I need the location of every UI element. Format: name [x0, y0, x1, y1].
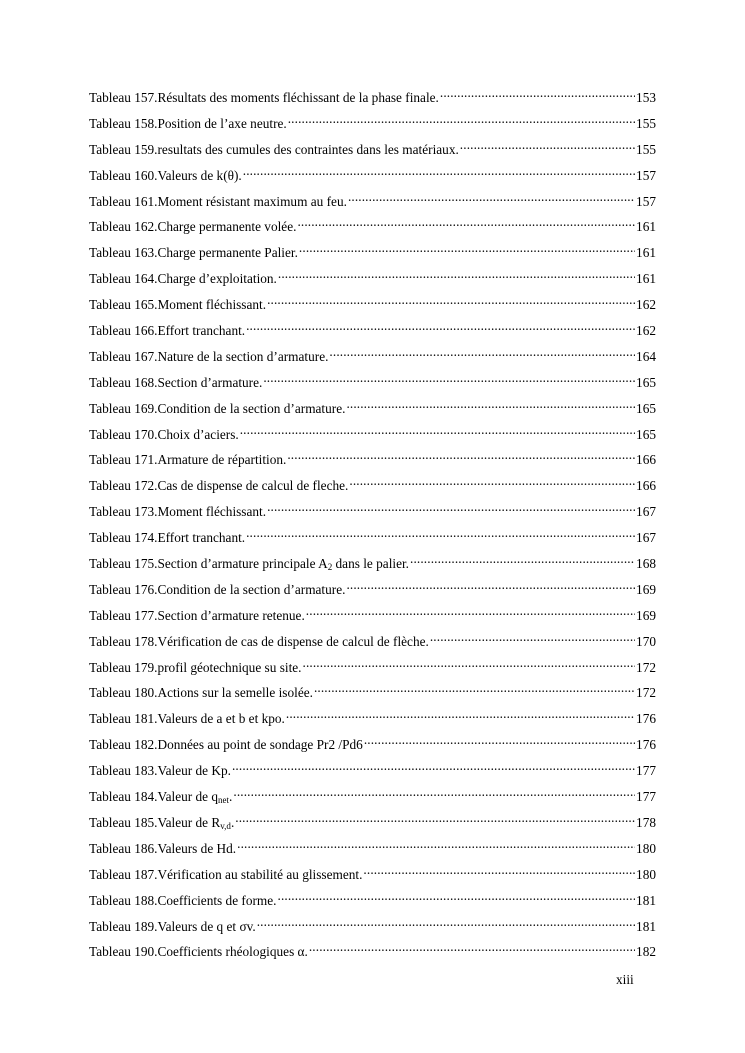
list-item[interactable]	[89, 166, 656, 192]
dot-leader	[364, 735, 635, 749]
entry-title: Tableau 167.Nature de la section d’armature.	[89, 348, 329, 364]
list-item[interactable]	[89, 243, 656, 269]
entry-page-number: 161	[636, 271, 656, 287]
entry-title: Tableau 168.Section d’armature.	[89, 374, 263, 390]
list-item[interactable]	[89, 658, 656, 684]
entry-title: Tableau 162.Charge permanente volée.	[89, 219, 297, 235]
entry-title: Tableau 178.Vérification de cas de dispense de calcul de flèche.	[89, 633, 429, 649]
entry-title: Tableau 161.Moment résistant maximum au feu.	[89, 193, 347, 209]
list-item[interactable]	[89, 606, 656, 632]
list-item[interactable]	[89, 321, 656, 347]
dot-leader	[263, 373, 635, 387]
page-number: xiii	[616, 972, 634, 987]
entry-page-number: 157	[636, 167, 656, 183]
dot-leader	[246, 321, 635, 335]
entry-page-number: 169	[636, 607, 656, 623]
entry-page-number: 170	[636, 633, 656, 649]
entry-page-number: 168	[636, 556, 656, 572]
list-item[interactable]	[89, 450, 656, 476]
entry-page-number: 162	[636, 323, 656, 339]
list-item[interactable]	[89, 761, 656, 787]
dot-leader	[232, 761, 635, 775]
entry-title: Tableau 171.Armature de répartition.	[89, 452, 287, 468]
subscript: 2	[327, 562, 333, 573]
list-item[interactable]	[89, 399, 656, 425]
entry-title: Tableau 174.Effort tranchant.	[89, 530, 246, 546]
entry-page-number: 176	[636, 737, 656, 753]
entry-page-number: 181	[636, 892, 656, 908]
entry-title: Tableau 160.Valeurs de k(θ).	[89, 167, 242, 183]
entry-title: Tableau 158.Position de l’axe neutre.	[89, 115, 287, 131]
dot-leader	[267, 502, 635, 516]
entry-title: Tableau 189.Valeurs de q et σv.	[89, 918, 256, 934]
list-item[interactable]	[89, 502, 656, 528]
entry-title: Tableau 182.Données au point de sondage Pr2 /Pd6	[89, 737, 363, 753]
list-item[interactable]	[89, 632, 656, 658]
entry-page-number: 181	[636, 918, 656, 934]
entry-title: Tableau 172.Cas de dispense de calcul de fleche.	[89, 478, 349, 494]
list-item[interactable]	[89, 425, 656, 451]
entry-page-number: 161	[636, 219, 656, 235]
dot-leader	[346, 399, 635, 413]
entry-title: Tableau 173.Moment fléchissant.	[89, 504, 267, 520]
list-item[interactable]	[89, 528, 656, 554]
entry-page-number: 172	[636, 685, 656, 701]
entry-page-number: 157	[636, 193, 656, 209]
entry-page-number: 161	[636, 245, 656, 261]
entry-page-number: 164	[636, 348, 656, 364]
list-item[interactable]	[89, 114, 656, 140]
dot-leader	[430, 632, 635, 646]
list-item[interactable]	[89, 580, 656, 606]
dot-leader	[286, 709, 635, 723]
dot-leader	[410, 554, 635, 568]
dot-leader	[233, 787, 635, 801]
list-item[interactable]	[89, 217, 656, 243]
entry-page-number: 177	[636, 763, 656, 779]
entry-page-number: 155	[636, 115, 656, 131]
entry-page-number: 166	[636, 478, 656, 494]
dot-leader	[329, 347, 635, 361]
subscript: v,d	[220, 820, 231, 831]
list-item[interactable]	[89, 269, 656, 295]
entry-title: Tableau 190.Coefficients rhéologiques α.	[89, 944, 308, 960]
entry-title: Tableau 176.Condition de la section d’armature.	[89, 581, 346, 597]
list-item[interactable]	[89, 917, 656, 943]
list-item[interactable]	[89, 865, 656, 891]
list-item[interactable]	[89, 709, 656, 735]
entry-title: Tableau 187.Vérification au stabilité au glissement.	[89, 866, 363, 882]
entry-page-number: 162	[636, 297, 656, 313]
entry-title: Tableau 166.Effort tranchant.	[89, 323, 246, 339]
list-item[interactable]	[89, 735, 656, 761]
dot-leader	[288, 114, 635, 128]
dot-leader	[309, 942, 635, 956]
entry-page-number: 167	[636, 530, 656, 546]
list-item[interactable]	[89, 295, 656, 321]
list-item[interactable]	[89, 373, 656, 399]
list-item[interactable]	[89, 683, 656, 709]
entry-page-number: 169	[636, 581, 656, 597]
list-item[interactable]	[89, 554, 656, 580]
entry-title: Tableau 183.Valeur de Kp.	[89, 763, 231, 779]
dot-leader	[306, 606, 635, 620]
dot-leader	[237, 839, 635, 853]
subscript: net	[218, 795, 230, 806]
dot-leader	[287, 450, 635, 464]
entry-page-number: 165	[636, 400, 656, 416]
dot-leader	[235, 813, 635, 827]
dot-leader	[348, 192, 635, 206]
entry-title: Tableau 188.Coefficients de forme.	[89, 892, 277, 908]
list-item[interactable]	[89, 891, 656, 917]
dot-leader	[240, 425, 635, 439]
entry-title: Tableau 170.Choix d’aciers.	[89, 426, 239, 442]
dot-leader	[267, 295, 635, 309]
entry-page-number: 153	[636, 90, 656, 105]
dot-leader	[314, 683, 635, 697]
entry-page-number: 166	[636, 452, 656, 468]
entry-title: Tableau 179.profil géotechnique su site.	[89, 659, 302, 675]
entry-title: Tableau 165.Moment fléchissant.	[89, 297, 267, 313]
list-item[interactable]	[89, 192, 656, 218]
entry-title: Tableau 181.Valeurs de a et b et kpo.	[89, 711, 285, 727]
entry-title: Tableau 159.resultats des cumules des contraintes dans les matériaux.	[89, 141, 459, 157]
entry-title: Tableau 180.Actions sur la semelle isolée.	[89, 685, 313, 701]
list-item[interactable]	[89, 347, 656, 373]
dot-leader	[257, 917, 635, 931]
entry-page-number: 180	[636, 840, 656, 856]
dot-leader	[297, 217, 635, 231]
list-item[interactable]	[89, 813, 656, 839]
dot-leader	[303, 658, 636, 672]
entry-page-number: 155	[636, 141, 656, 157]
entry-page-number: 167	[636, 504, 656, 520]
entry-page-number: 176	[636, 711, 656, 727]
entry-page-number: 182	[636, 944, 656, 960]
dot-leader	[349, 476, 635, 490]
entry-title: Tableau 157.Résultats des moments fléchissant de la phase finale.	[89, 90, 439, 105]
entry-title: Tableau 186.Valeurs de Hd.	[89, 840, 237, 856]
dot-leader	[278, 269, 635, 283]
table-of-tables-list	[89, 88, 656, 968]
dot-leader	[363, 865, 635, 879]
entry-title: Tableau 185.Valeur de $R_{v,d}$.	[89, 814, 235, 831]
entry-title: Tableau 175.Section d’armature principale $A_2$ dans le palier.	[89, 556, 410, 573]
dot-leader	[243, 166, 635, 180]
entry-title: Tableau 169.Condition de la section d’armature.	[89, 400, 346, 416]
list-item[interactable]	[89, 88, 656, 114]
dot-leader	[440, 88, 635, 102]
entry-page-number: 178	[636, 814, 656, 830]
entry-title: Tableau 163.Charge permanente Palier.	[89, 245, 298, 261]
dot-leader	[299, 243, 635, 257]
entry-page-number: 165	[636, 374, 656, 390]
entry-title: Tableau 184.Valeur de $q_{net}$.	[89, 789, 233, 806]
dot-leader	[346, 580, 635, 594]
list-item[interactable]	[89, 839, 656, 865]
entry-title: Tableau 177.Section d’armature retenue.	[89, 607, 305, 623]
entry-page-number: 177	[636, 789, 656, 805]
dot-leader	[460, 140, 635, 154]
entry-page-number: 172	[636, 659, 656, 675]
list-item[interactable]	[89, 476, 656, 502]
entry-page-number: 180	[636, 866, 656, 882]
dot-leader	[278, 891, 636, 905]
list-item[interactable]	[89, 787, 656, 813]
list-item[interactable]	[89, 140, 656, 166]
entry-page-number: 165	[636, 426, 656, 442]
entry-title: Tableau 164.Charge d’exploitation.	[89, 271, 277, 287]
list-item[interactable]	[89, 942, 656, 968]
dot-leader	[246, 528, 635, 542]
